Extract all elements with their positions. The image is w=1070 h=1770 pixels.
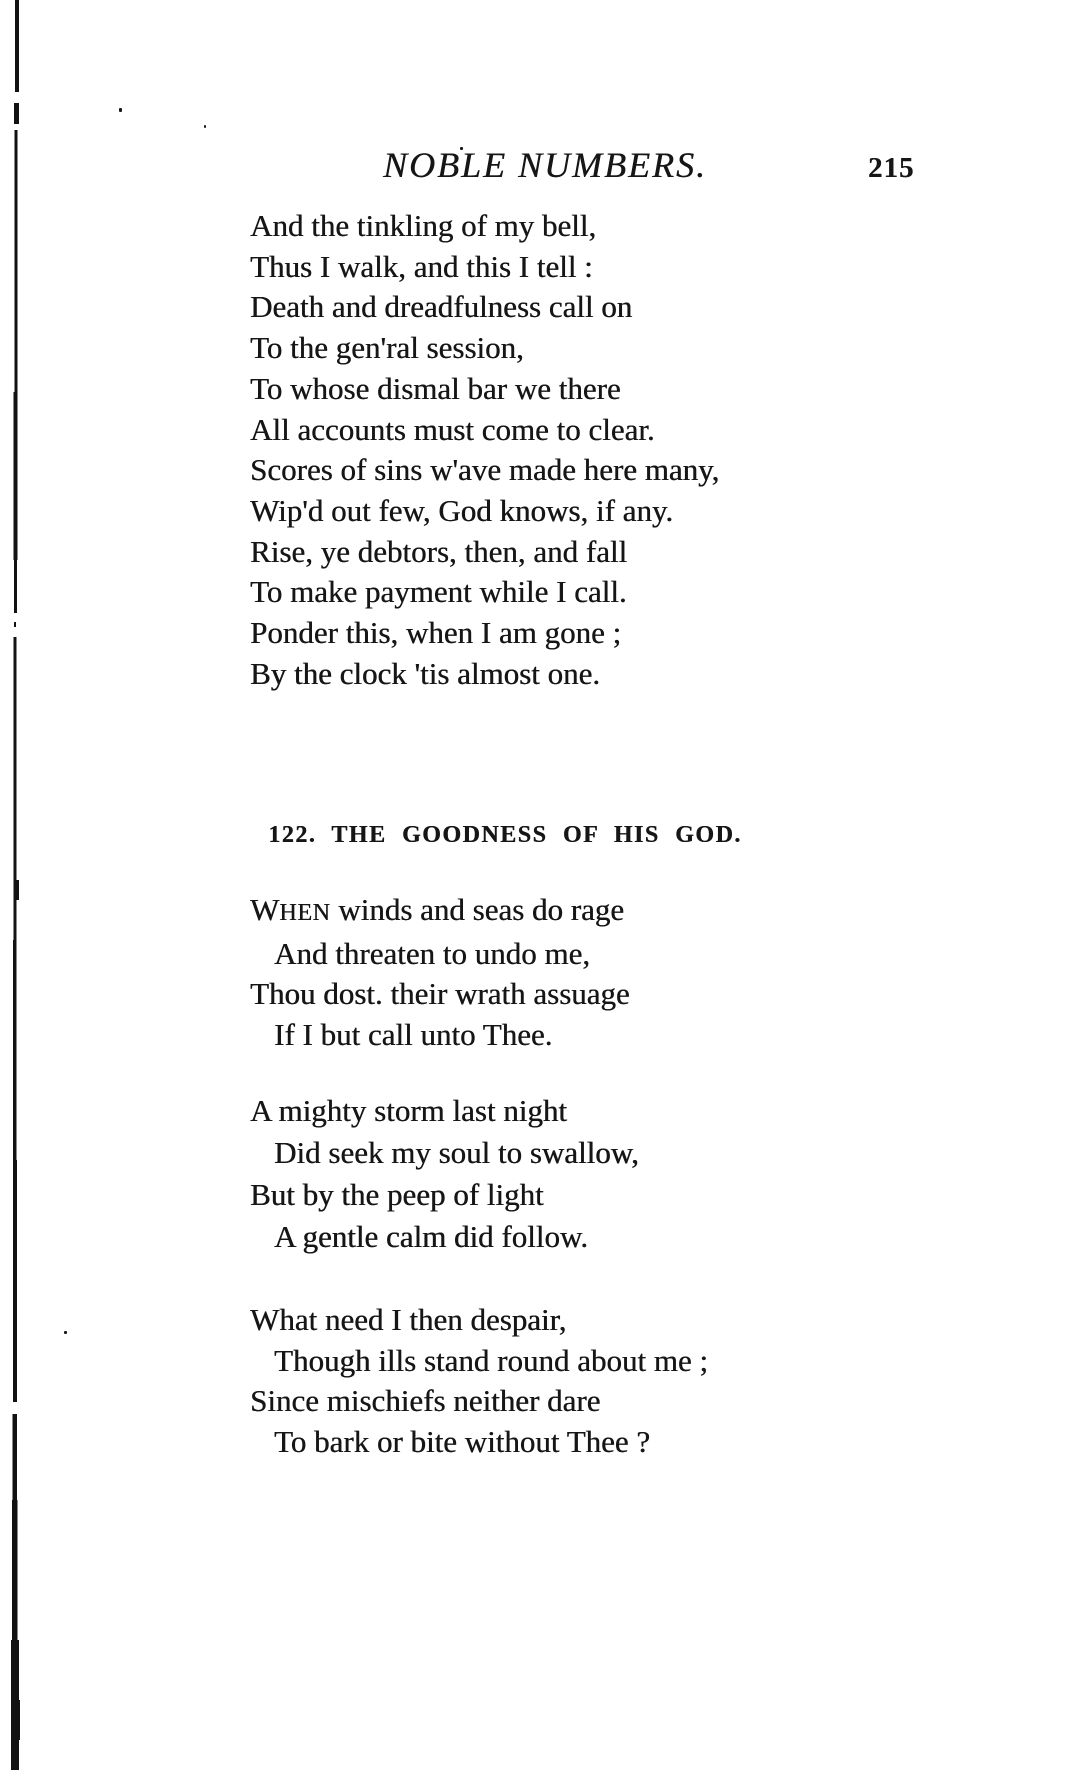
poem-stanza <box>250 1090 639 1258</box>
scan-speck <box>64 1331 67 1334</box>
poem-line: But by the peep of light <box>250 1177 544 1212</box>
poem-line: To bark or bite without Thee ? <box>274 1424 651 1460</box>
poem-continuation <box>250 206 719 694</box>
poem-line: Ponder this, when I am gone ; <box>250 615 622 651</box>
poem-line: To the gen'ral session, <box>250 330 524 366</box>
page-number: 215 <box>868 152 915 184</box>
poem-heading: 122. THE GOODNESS OF HIS GOD. <box>268 822 742 848</box>
binding-edge-artifact <box>0 0 30 1770</box>
poem-line: To make payment while I call. <box>250 574 627 610</box>
poem-line: Thus I walk, and this I tell : <box>250 248 593 284</box>
poem-line: What need I then despair, <box>250 1302 567 1337</box>
poem-line: And the tinkling of my bell, <box>250 208 597 243</box>
poem-line: A mighty storm last night <box>250 1093 567 1128</box>
poem-line: Since mischiefs neither dare <box>250 1383 601 1419</box>
opening-small-caps: HEN <box>279 899 331 926</box>
opening-rest: winds and seas do rage <box>330 892 625 927</box>
poem-line: Wip'd out few, God knows, if any. <box>250 492 674 528</box>
poem-line: Death and dreadfulness call on <box>250 289 633 325</box>
poem-line: And threaten to undo me, <box>274 935 590 971</box>
poem-line: Though ills stand round about me ; <box>274 1342 708 1378</box>
scan-speck <box>204 125 206 128</box>
poem-line: To whose dismal bar we there <box>250 370 621 406</box>
poem-line: If I but call unto Thee. <box>274 1017 553 1053</box>
poem-line: Thou dost. their wrath assuage <box>250 976 630 1012</box>
poem-line: Rise, ye debtors, then, and fall <box>250 533 628 569</box>
opening-cap: W <box>250 892 280 927</box>
poem-line: Scores of sins w'ave made here many, <box>250 452 720 488</box>
poem-line: All accounts must come to clear. <box>250 411 655 447</box>
poem-stanza <box>250 890 630 1056</box>
poem-stanza <box>250 1300 708 1463</box>
poem-line: By the clock 'tis almost one. <box>250 655 600 691</box>
poem-line: A gentle calm did follow. <box>274 1219 588 1254</box>
poem-line <box>250 890 630 934</box>
running-title: NOBLE NUMBERS. <box>383 145 707 185</box>
poem-line: Did seek my soul to swallow, <box>274 1135 639 1170</box>
scan-speck <box>119 108 122 112</box>
